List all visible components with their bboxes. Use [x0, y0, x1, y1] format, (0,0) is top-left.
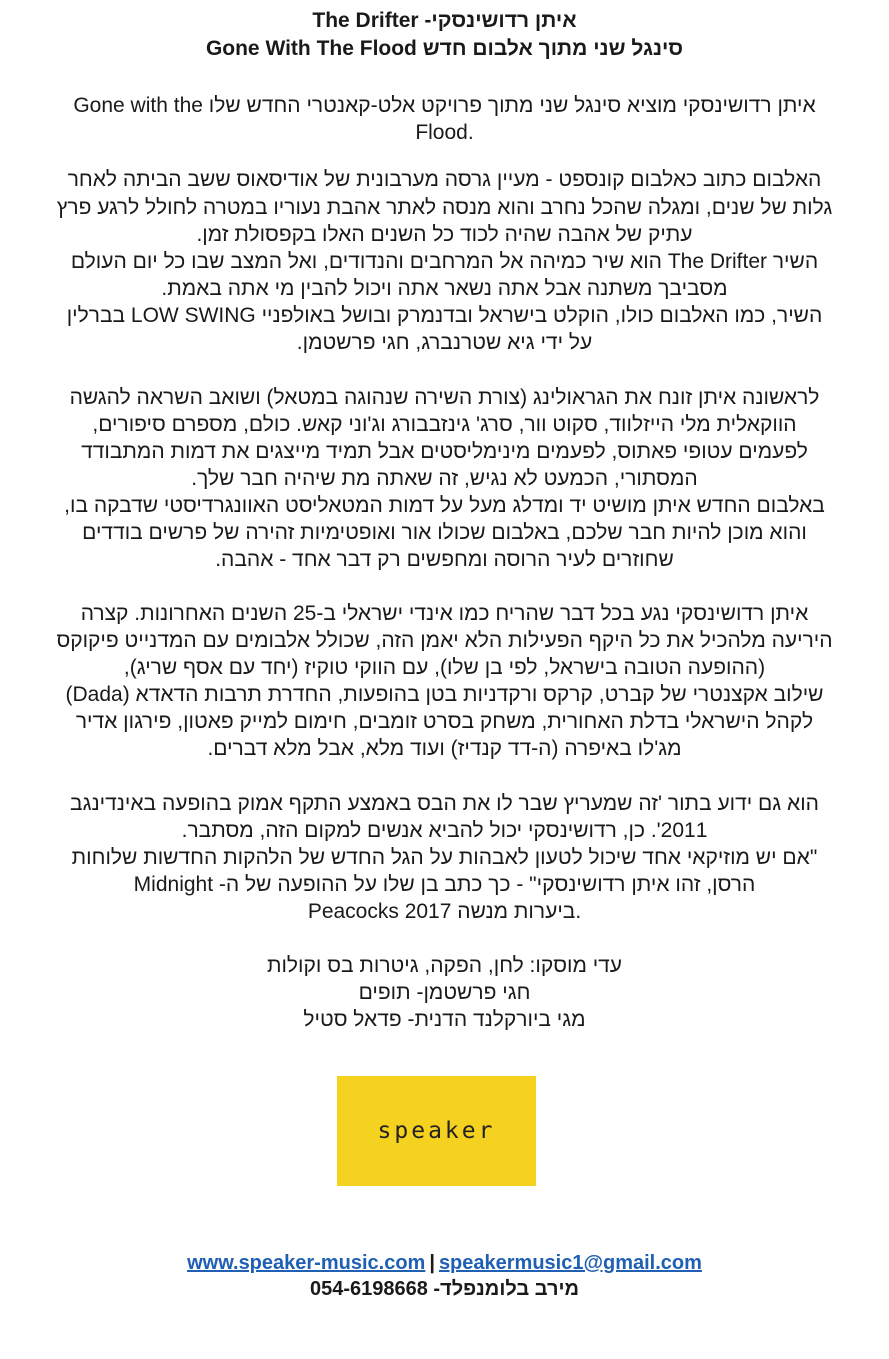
- paragraph-line: הווקאלית מלי הייזלווד, סקוט וור, סרג' גינזבבורג וג'וני קאש. כולם, מספרם סיפורים,: [92, 413, 797, 436]
- paragraph-line: שילוב אקצנטרי של קברט, קרקס ורקדניות בטן בהופעות, החדרת תרבות הדאדא (Dada): [65, 683, 824, 706]
- website-link[interactable]: www.speaker-music.com: [187, 1252, 426, 1274]
- contact-separator: |: [429, 1252, 435, 1274]
- headline-single: סינגל שני מתוך אלבום חדש Gone With The Flood: [205, 37, 684, 60]
- paragraph-line: האלבום כתוב כאלבום קונספט - מעיין גרסה מערבונית של אודיסאוס ששב הביתה לאחר: [67, 168, 822, 191]
- paragraph-line: לפעמים עטופי פאתוס, לפעמים מינימליסטים אבל תמיד מייצגים את דמות המתבודד: [81, 440, 808, 463]
- paragraph-line: הרסן, זהו איתן רדושינסקי" - כך כתב בן שלו על ההופעה של ה- Midnight: [133, 873, 756, 896]
- paragraph-line: המסתורי, הכמעט לא נגיש, זה שאתה מת שיהיה חבר שלך.: [191, 467, 698, 490]
- paragraph-line: והוא מוכן להיות חבר שלכם, באלבום שכולו אור ואופטימיות זהירה של פרשים בודדים: [82, 521, 807, 544]
- credit-line: עדי מוסקו: לחן, הפקה, גיטרות בס וקולות: [266, 954, 623, 977]
- paragraph-line: השיר, כמו האלבום כולו, הוקלט בישראל ובדנמרק ובושל באולפניי LOW SWING בברלין: [66, 304, 823, 327]
- paragraph-line: לראשונה איתן זונח את הגראולינג (צורת השירה שנהוגה במטאל) ושואב השראה להגשה: [69, 386, 820, 409]
- headline-artist: איתן רדושינסקי- The Drifter: [312, 9, 577, 32]
- paragraph-line: עתיק של אהבה שהיה לכוד כל השנים האלו בקפסולת זמן.: [196, 223, 693, 246]
- paragraph-line: באלבום החדש איתן מושיט יד ומדלג מעל על דמות המטאליסט האוונגרדיסטי שדבקה בו,: [64, 494, 825, 517]
- paragraph-line: Peacocks ביערות מנשה 2017.: [307, 900, 582, 923]
- paragraph-line: השיר The Drifter הוא שיר כמיהה אל המרחבים והנדודים, ואל המצב שבו כל יום העולם: [70, 250, 819, 273]
- paragraph-line: מסביבך משתנה אבל אתה נשאר אתה ויכול להבין מי אתה באמת.: [161, 277, 728, 300]
- paragraph-line: גלות של שנים, ומגלה שהכל נחרב והוא מנסה לאתר אהבת נעוריו במטרה לחולל לרגע פרץ: [56, 196, 833, 219]
- credit-line: חגי פרשטמן- תופים: [358, 981, 531, 1004]
- paragraph-line: "אם יש מוזיקאי אחד שיכול לטעון לאבהות על הגל החדש של הלהקות החדשות שלוחות: [71, 846, 818, 869]
- paragraph-line: 2011'. כן, רדושינסקי יכול להביא אנשים למקום הזה, מסתבר.: [181, 819, 708, 842]
- email-link[interactable]: speakermusic1@gmail.com: [438, 1252, 702, 1274]
- paragraph-line: (ההופעה הטובה בישראל, לפי בן שלו), עם הווקי טוקיז (יחד עם אסף שריג),: [123, 656, 766, 679]
- speaker-logo: [337, 1076, 536, 1186]
- credit-line: מגי ביורקלנד הדנית- פדאל סטיל: [303, 1008, 586, 1031]
- paragraph-line: הוא גם ידוע בתור 'זה שמעריץ שבר לו את הבס באמצע התקף אמוק בהופעה באינדינגב: [70, 792, 819, 815]
- paragraph-line: על ידי גיא שטרנברג, חגי פרשטמן.: [296, 331, 593, 354]
- paragraph-line: היריעה מלהכיל את כל היקף הפעילות הלא יאמן הזה, שכולל אלבומים עם המדנייט פיקוקס: [56, 629, 833, 652]
- intro-line: Flood.: [415, 121, 474, 144]
- speaker-logo-text: speaker: [377, 1118, 496, 1144]
- contact-links: [20, 1250, 869, 1276]
- paragraph-line: מג'לו באיפרה (ה-דד קנדיז) ועוד מלא, אבל מלא דברים.: [207, 737, 682, 760]
- paragraph-line: לקהל הישראלי בדלת האחורית, משחק בסרט זומבים, חימום למייק פאטון, פירגון אדיר: [75, 710, 814, 733]
- paragraph-line: שחוזרים לעיר הרוסה ומחפשים רק דבר אחד - אהבה.: [215, 548, 674, 571]
- contact-phone: מירב בלומנפלד- 054-6198668: [309, 1278, 580, 1300]
- paragraph-line: איתן רדושינסקי נגע בכל דבר שהריח כמו אינדי ישראלי ב-25 השנים האחרונות. קצרה: [80, 602, 809, 625]
- intro-line: איתן רדושינסקי מוציא סינגל שני מתוך פרויקט אלט-קאנטרי החדש שלו Gone with the: [73, 94, 816, 117]
